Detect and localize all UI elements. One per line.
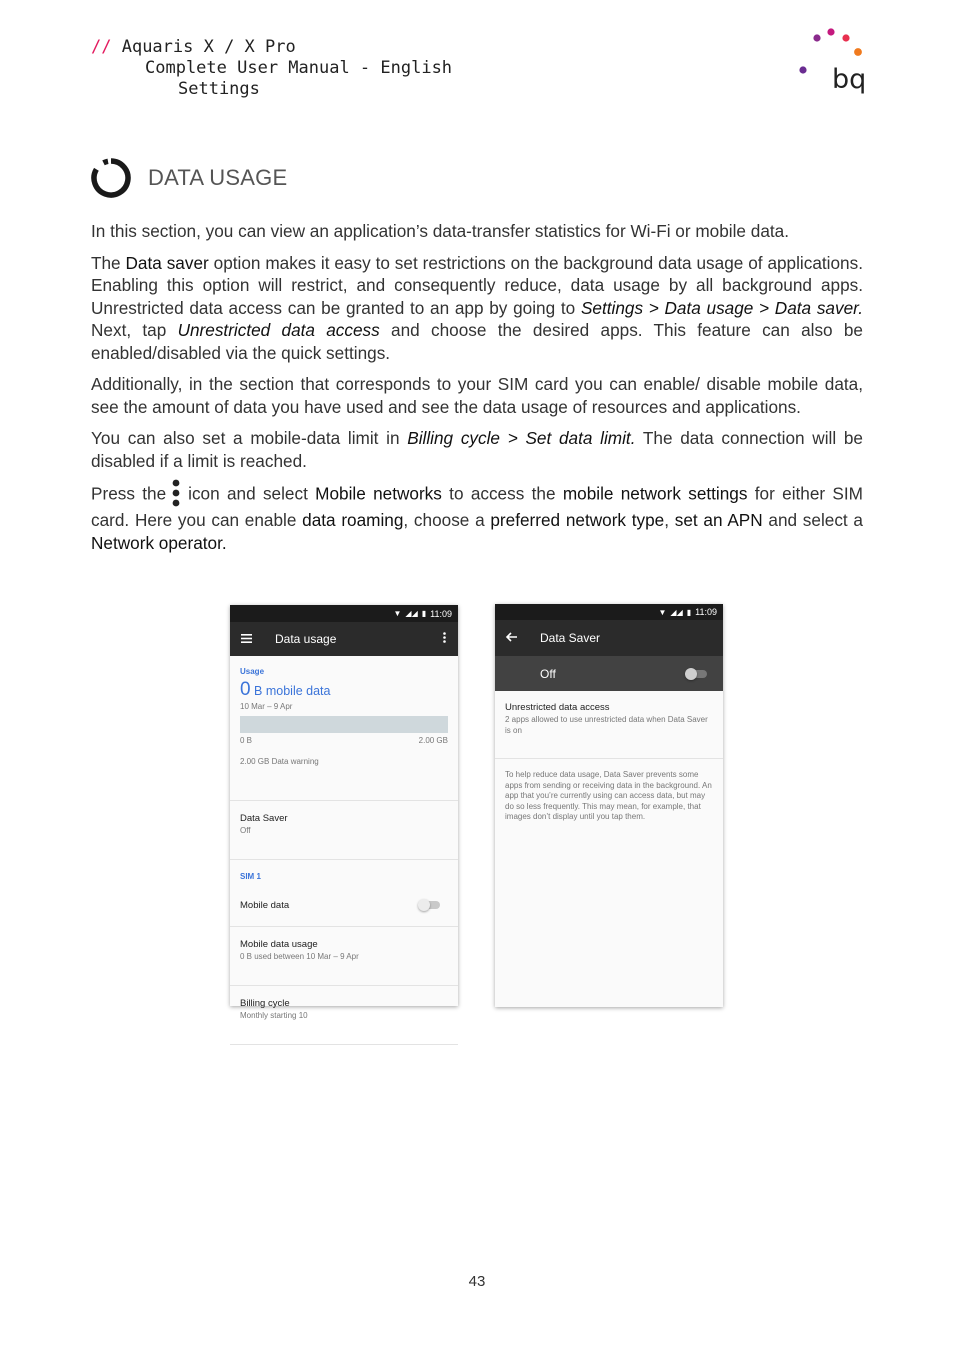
header-product: Aquaris X / X Pro bbox=[111, 37, 296, 57]
document-header bbox=[91, 37, 452, 100]
usage-bar-min: 0 B bbox=[240, 736, 253, 745]
usage-amount bbox=[240, 679, 448, 701]
text-run: The bbox=[91, 252, 126, 273]
mobile-data-usage-label: Mobile data usage bbox=[240, 939, 318, 950]
overflow-menu-icon[interactable] bbox=[443, 632, 446, 646]
data-saver-label: Data Saver bbox=[240, 813, 288, 824]
billing-cycle-label: Billing cycle bbox=[240, 998, 290, 1009]
more-options-icon bbox=[172, 479, 180, 507]
back-arrow-icon[interactable] bbox=[506, 631, 522, 645]
sim-label: SIM 1 bbox=[240, 872, 261, 881]
unrestricted-data-row[interactable] bbox=[495, 702, 723, 759]
text-run: and choose the desired apps. This feature can also be enabled/disabled via the quick settings. bbox=[91, 320, 863, 363]
text-run: The data connection will be disabled if a limit is reached. bbox=[91, 428, 863, 471]
wifi-icon: ▼ bbox=[393, 609, 402, 618]
text-run: option makes it easy to set restrictions on the background data usage of applications. Enabling this option will restrict, and consequently reduce, data usage by all background apps. Unrestricted data access can be granted to an app by going to bbox=[91, 252, 863, 318]
mobile-data-row[interactable] bbox=[230, 876, 458, 927]
sim-section-header bbox=[230, 860, 458, 881]
text-run-bold: set an APN bbox=[674, 510, 763, 530]
text-run-italic: Settings > Data usage > Data saver. bbox=[580, 297, 863, 318]
paragraph-limit bbox=[91, 427, 863, 472]
text-run: to access the bbox=[441, 483, 563, 504]
data-saver-switch-bar[interactable] bbox=[495, 656, 723, 691]
toolbar-title: Data usage bbox=[275, 632, 337, 646]
header-slash: // bbox=[91, 37, 112, 57]
logo-text: bq bbox=[832, 64, 867, 95]
usage-bar-scale bbox=[240, 736, 448, 745]
mobile-data-toggle[interactable] bbox=[420, 901, 440, 909]
data-saver-help-text: To help reduce data usage, Data Saver prevents some apps from sending or receiving data in the background. An app that you’re currently using can access data, but may do so less frequently. This may mean, for example, that images don’t display until you tap them. bbox=[505, 770, 712, 821]
screenshot-data-usage bbox=[230, 605, 458, 1020]
status-time: 11:09 bbox=[430, 608, 452, 619]
text-run-bold: Network operator. bbox=[91, 532, 227, 553]
mobile-data-usage-value: 0 B used between 10 Mar – 9 Apr bbox=[240, 952, 359, 961]
bq-logo bbox=[796, 26, 866, 96]
data-saver-switch[interactable] bbox=[687, 670, 707, 678]
text-run: and select a bbox=[762, 510, 863, 530]
data-warning: 2.00 GB Data warning bbox=[240, 757, 319, 766]
signal-icon: ◢◢ bbox=[670, 607, 683, 617]
billing-cycle-value: Monthly starting 10 bbox=[240, 1011, 308, 1020]
text-run: icon and select bbox=[188, 483, 316, 504]
app-toolbar bbox=[495, 620, 723, 656]
battery-icon: ▮ bbox=[686, 607, 692, 617]
status-bar bbox=[495, 604, 723, 620]
usage-period: 10 Mar – 9 Apr bbox=[240, 702, 293, 711]
section-heading bbox=[91, 158, 287, 198]
data-saver-row[interactable] bbox=[230, 813, 458, 860]
text-run-bold: mobile network settings bbox=[562, 483, 748, 504]
text-run-italic: Billing cycle > Set data limit. bbox=[407, 428, 636, 448]
usage-bar-max: 2.00 GB bbox=[418, 736, 448, 745]
usage-header: Usage bbox=[240, 667, 265, 676]
usage-amount-number: 0 bbox=[240, 679, 251, 700]
battery-icon: ▮ bbox=[421, 609, 427, 618]
text-run: for either SIM card. Here you can enable bbox=[91, 483, 863, 530]
paragraph-sim: Additionally, in the section that corresponds to your SIM card you can enable/ disable mobile data, see the amount of data you have used and see the data usage of resources and applications. bbox=[91, 374, 863, 417]
usage-amount-unit: B mobile data bbox=[250, 684, 331, 698]
text-run-bold: Data saver bbox=[125, 252, 209, 273]
section-title: DATA USAGE bbox=[148, 165, 288, 190]
wifi-icon: ▼ bbox=[658, 607, 667, 617]
usage-summary bbox=[230, 667, 458, 801]
text-run: Next, tap bbox=[91, 320, 178, 340]
app-toolbar bbox=[230, 622, 458, 656]
header-chapter: Settings bbox=[178, 79, 260, 99]
screenshot-data-saver bbox=[495, 604, 723, 1007]
signal-icon: ◢◢ bbox=[405, 609, 418, 618]
usage-bar bbox=[240, 716, 448, 733]
text-run-bold: preferred network type bbox=[490, 510, 665, 530]
data-saver-value: Off bbox=[240, 826, 251, 835]
mobile-data-usage-row[interactable] bbox=[230, 939, 458, 986]
data-usage-ring-icon bbox=[91, 158, 131, 198]
toolbar-title: Data Saver bbox=[540, 631, 601, 645]
billing-cycle-row[interactable] bbox=[230, 998, 458, 1045]
unrestricted-data-label: Unrestricted data access bbox=[505, 702, 610, 713]
status-bar bbox=[230, 605, 458, 622]
status-time: 11:09 bbox=[695, 607, 717, 617]
header-manual-title: Complete User Manual - English bbox=[145, 58, 453, 78]
data-saver-switch-label: Off bbox=[540, 666, 556, 681]
text-run-bold: Mobile networks bbox=[315, 483, 442, 504]
text-run: , choose a bbox=[403, 510, 491, 530]
mobile-data-label: Mobile data bbox=[240, 899, 290, 911]
paragraph-mobile-networks bbox=[91, 481, 863, 554]
body-text bbox=[91, 220, 863, 563]
text-run: Press the bbox=[91, 483, 167, 504]
unrestricted-data-value: 2 apps allowed to use unrestricted data when Data Saver is on bbox=[505, 715, 708, 735]
text-run: , bbox=[664, 510, 675, 530]
help-text-block bbox=[495, 759, 723, 823]
paragraph-intro: In this section, you can view an application’s data-transfer statistics for Wi-Fi or mobile data. bbox=[91, 221, 789, 241]
text-run-italic: Unrestricted data access bbox=[177, 320, 380, 340]
paragraph-data-saver bbox=[91, 252, 863, 365]
page-number: 43 bbox=[468, 1273, 486, 1290]
menu-icon[interactable] bbox=[241, 632, 257, 646]
text-run-bold: data roaming bbox=[302, 510, 404, 530]
text-run: You can also set a mobile-data limit in bbox=[91, 428, 408, 448]
